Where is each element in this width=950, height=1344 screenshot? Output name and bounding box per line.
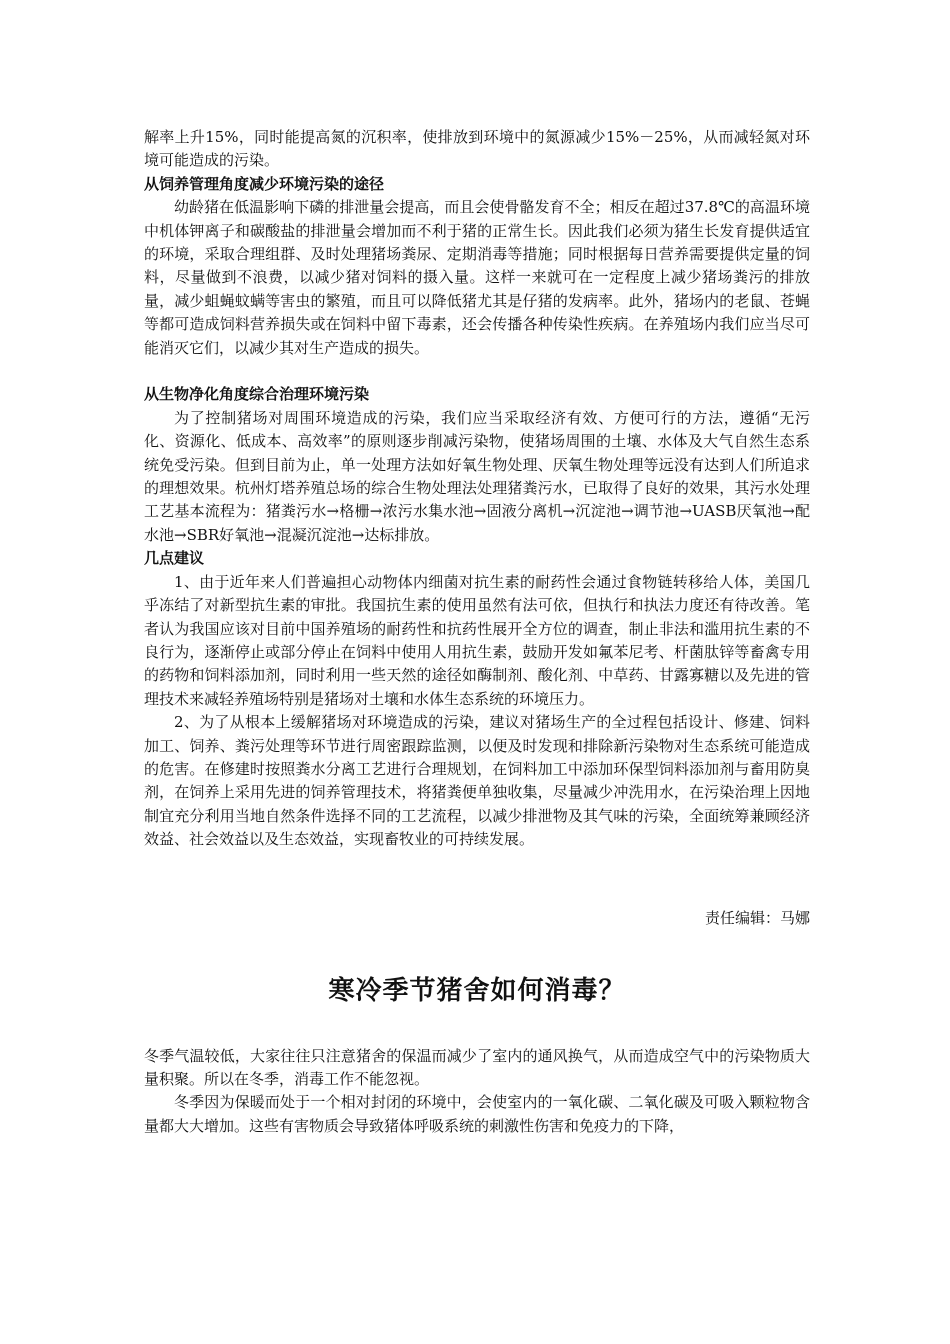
section-heading-feeding-management: 从饲养管理角度减少环境污染的途径 bbox=[144, 174, 385, 193]
feeding-management-paragraph: 幼龄猪在低温影响下磷的排泄量会提高，而且会使骨骼发育不全；相反在超过37.8℃的高温环境中机体钾离子和碳酸盐的排泄量会增加而不利于猪的正常生长。因此我们必须为猪生长发育提供适宜的环境，采取合理组群、及时处理猪场粪尿、定期消毒等措施；同时根据每日营养需要提供定量的饲料，尽量做到不浪费，以减少猪对饲料的摄入量。这样一来就可在一定程度上减少猪场粪污的排放量，减少蛆蝇蚊螨等害虫的繁殖，而且可以降低猪尤其是仔猪的发病率。此外，猪场内的老鼠、苍蝇等都可造成饲料营养损失或在饲料中留下毒素，还会传播各种传染性疾病。在养殖场内我们应当尽可能消灭它们，以减少其对生产造成的损失。 bbox=[144, 198, 810, 357]
responsible-editor: 责任编辑：马娜 bbox=[704, 908, 810, 927]
document-page bbox=[144, 126, 810, 1138]
spacer bbox=[144, 360, 810, 383]
article2-paragraph-2: 冬季因为保暖而处于一个相对封闭的环境中，会使室内的一氧化碳、二氧化碳及可吸入颗粒物含量都大大增加。这些有害物质会导致猪体呼吸系统的刺激性伤害和免疫力的下降， bbox=[144, 1093, 810, 1135]
suggestion-paragraph-2: 2、为了从根本上缓解猪场对环境造成的污染，建议对猪场生产的全过程包括设计、修建、饲料加工、饲养、粪污处理等环节进行周密跟踪监测，以便及时发现和排除新污染物对生态系统可能造成的危害。在修建时按照粪水分离工艺进行合理规划，在饲料加工中添加环保型饲料添加剂与畜用防臭剂，在饲养上采用先进的饲养管理技术，将猪粪便单独收集，尽量减少冲洗用水，在污染治理上因地制宜充分利用当地自然条件选择不同的工艺流程，以减少排泄物及其气味的污染，全面统筹兼顾经济效益、社会效益以及生态效益，实现畜牧业的可持续发展。 bbox=[144, 713, 810, 849]
bio-purification-paragraph: 为了控制猪场对周围环境造成的污染，我们应当采取经济有效、方便可行的方法，遵循“无污化、资源化、低成本、高效率”的原则逐步削减污染物，使猪场周围的土壤、水体及大气自然生态系统免受污染。但到目前为止，单一处理方法如好氧生物处理、厌氧生物处理等远没有达到人们所追求的理想效果。杭州灯塔养殖总场的综合生物处理法处理猪粪污水，已取得了良好的效果，其污水处理工艺基本流程为：猪粪污水→格栅→浓污水集水池→固液分离机→沉淀池→调节池→UASB厌氧池→配水池→SBR好氧池→混凝沉淀池→达标排放。 bbox=[144, 408, 810, 544]
section-heading-bio-purification: 从生物净化角度综合治理环境污染 bbox=[144, 385, 370, 404]
intro-paragraph: 解率上升15%，同时能提高氮的沉积率，使排放到环境中的氮源减少15%－25%，从而减轻氮对环境可能造成的污染。 bbox=[144, 128, 810, 170]
suggestion-paragraph-1: 1、由于近年来人们普遍担心动物体内细菌对抗生素的耐药性会通过食物链转移给人体，美国几乎冻结了对新型抗生素的审批。我国抗生素的使用虽然有法可依，但执行和执法力度还有待改善。笔者认为我国应该对目前中国养殖场的耐药性和抗药性展开全方位的调查，制止非法和滥用抗生素的不良行为，逐渐停止或部分停止在饲料中使用人用抗生素，鼓励开发如氟苯尼考、杆菌肽锌等畜禽专用的药物和饲料添加剂，同时利用一些天然的途径如酶制剂、酸化剂、中草药、甘露寡糖以及先进的管理技术来减轻养殖场特别是猪场对土壤和水体生态系统的环境压力。 bbox=[144, 572, 810, 708]
article-title: 寒冷季节猪舍如何消毒？ bbox=[328, 975, 626, 1006]
article2-paragraph-1: 冬季气温较低，大家往往只注意猪舍的保温而减少了室内的通风换气，从而造成空气中的污染物质大量积聚。所以在冬季，消毒工作不能忽视。 bbox=[144, 1046, 810, 1088]
section-heading-suggestions: 几点建议 bbox=[144, 549, 205, 568]
